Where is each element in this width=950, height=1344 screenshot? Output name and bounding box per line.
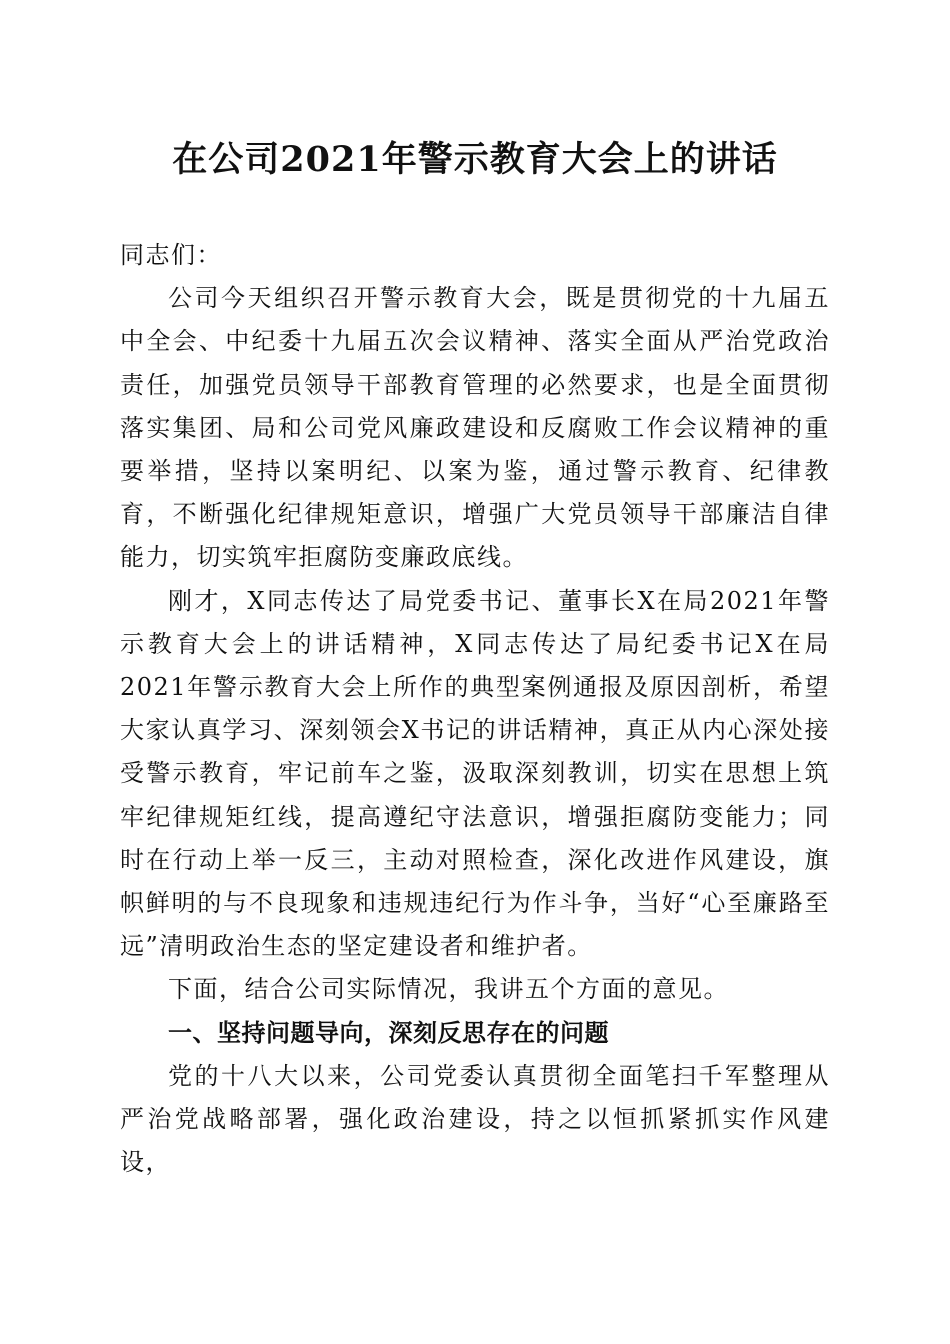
document-body <box>120 234 830 1184</box>
section-paragraph: 党的十八大以来，公司党委认真贯彻全面笔扫千军整理从严治党战略部署，强化政治建设，持之以恒抓紧抓实作风建设， <box>120 1061 830 1177</box>
paragraph-transition: 下面，结合公司实际情况，我讲五个方面的意见。 <box>168 975 729 1004</box>
paragraph-opening: 公司今天组织召开警示教育大会，既是贯彻党的十九届五中全会、中纪委十九届五次会议精神、落实全面从严治党政治责任，加强党员领导干部教育管理的必然要求，也是全面贯彻落实集团、局和公司党风廉政建设和反腐败工作会议精神的重要举措，坚持以案明纪、以案为鉴，通过警示教育、纪律教育，不断强化纪律规矩意识，增强广大党员领导干部廉洁自律能力，切实筑牢拒腐防变廉政底线。 <box>120 284 830 572</box>
salutation: 同志们： <box>120 241 222 269</box>
paragraph-review: 刚才，X同志传达了局党委书记、董事长X在局2021年警示教育大会上的讲话精神，X同志传达了局纪委书记X在局2021年警示教育大会上所作的典型案例通报及原因剖析，希望大家认真学习、深刻领会X书记的讲话精神，真正从内心深处接受警示教育，牢记前车之鉴，汲取深刻教训，切实在思想上筑牢纪律规矩红线，提高遵纪守法意识，增强拒腐防变能力；同时在行动上举一反三，主动对照检查，深化改进作风建设，旗帜鲜明的与不良现象和违规违纪行为作斗争，当好“心至廉路至远”清明政治生态的坚定建设者和维护者。 <box>120 586 830 961</box>
section-heading: 一、坚持问题导向，深刻反思存在的问题 <box>168 1018 609 1047</box>
document-title: 在公司2021年警示教育大会上的讲话 <box>172 139 778 180</box>
